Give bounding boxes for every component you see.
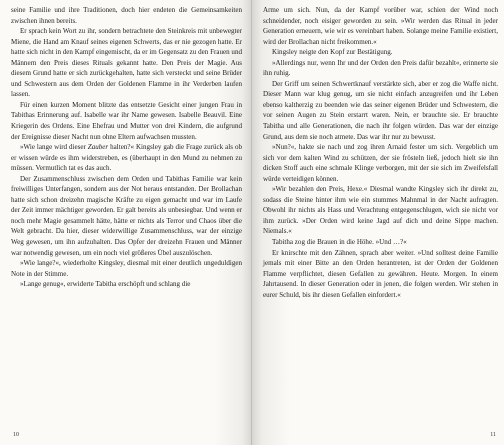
- paragraph: »Nun?«, hakte sie nach und zog ihren Arnaid fester um sich. Vergeblich um sich vor dem kalten Wind zu schützen, der sie frösteln ließ, jedoch hielt sie ihn dicken Stoff auch eine schmale Klinge verborgen, mit der sie sich im Zweifelsfall würde verteidigen können.: [263, 143, 498, 183]
- paragraph: Für einen kurzen Moment blitzte das entsetzte Gesicht einer jungen Frau in Tabithas Erinnerung auf. Isabelle war ihr Name gewesen. Isabelle Beauvil. Eine Kriegerin des Ordens. Eine Ehefrau und Mutter von drei Kindern, die aufgrund der Ereignisse dieser Nacht nun ohne Eltern aufwachsen mussten.: [11, 100, 242, 141]
- paragraph: Kingsley neigte den Kopf zur Bestätigung.: [272, 48, 393, 57]
- page-number: 11: [490, 432, 496, 438]
- paragraph: »Allerdings nur, wenn Ihr und der Orden den Preis dafür bezahlt«, erinnerte sie ihn ruhig.: [263, 58, 498, 78]
- paragraph: Der Zusammenschluss zwischen dem Orden und Tabithas Familie war kein freiwilliges Unterfangen, sondern aus der Not heraus entstanden. Der Brollachan hatte sich schon dreizehn magische Kräfte zu eigen gemacht und war im Laufe der Zeit immer mächtiger geworden. Er galt bereits als unbesiegbar. Und wenn er noch mehr Magie gesammelt hätte, hätte er nichts als Terror und Chaos über die Welt gebracht. Da hier, dieser widerwillige Zusammenschluss, war der einzige Weg gewesen, um ihn aufzuhalten. Das Opfer der dreizehn Frauen und Männer war notwendig gewesen, um ein noch viel größeres Übel auszulöschen.: [11, 174, 242, 257]
- paragraph: »Wir bezahlen den Preis, Hexe.« Diesmal wandte Kingsley sich ihr direkt zu, sodass die Steine hinter ihm wie ein stummes Mahnmal in der Nacht aufragten. Obwohl ihr nichts als Hass und Verachtung entgegenschlugen, wich sie nicht vor ihm zurück. »Der Orden wird keine Jagd auf dich und deine Sippe machen. Niemals.«: [263, 185, 498, 236]
- paragraph: »Lange genug«, erwiderte Tabitha erschöpft und schlang die: [20, 280, 191, 289]
- paragraph: Arme um sich. Nun, da der Kampf vorüber war, schien der Wind noch schneidender, noch eisiger geworden zu sein. »Wir werden das Ritual in jeder Generation erneuern, wie wir es vereinbart haben. Solange meine Familie existiert, wird der Brollachan nicht freikommen.«: [263, 6, 498, 46]
- paragraph: Er sprach kein Wort zu ihr, sondern betrachtete den Steinkreis mit unbewegter Miene, die Hand am Knauf seines eigenen Schwerts, das er nie gezogen hatte. Er hatte sich nicht in den Kampf eingemischt, da er im Gegensatz zu den Frauen und Männern den Preis dieses Rituals gekannt hatte. Den Preis der Magie. Aus diesem Grund hatte er sich zurückgehalten, hatte sich versteckt und seine Brüder und Schwestern aus dem Orden der Goldenen Flamme in ihr Verderben laufen lassen.: [11, 27, 242, 99]
- paragraph: Der Griff um seinen Schwertknauf verstärkte sich, aber er zog die Waffe nicht. Dieser Mann war klug genug, um sie nicht einfach anzugreifen und ihr Leben ebenso kaltherzig zu beenden wie das seiner eigenen Brüder und Schwestern, die vor seinen Augen zu Stein erstarrt waren. Nein, er brauchte sie. Er brauchte Tabitha und alle Generationen, die nach ihr folgen würden. Das war der einzige Grund, aus dem sie noch atmete. Das war ihr nur zu bewusst.: [263, 79, 498, 141]
- paragraph: »Wie lange wird dieser Zauber halten?« Kingsley gab die Frage zurück als ob er wissen würde es ihm widerstreben, es (überhaupt in den Mund zu nehmen zu müssen. Vermutlich tat es das auch.: [11, 143, 242, 173]
- paragraph: seine Familie und ihre Traditionen, doch hier endeten die Gemeinsamkeiten zwischen ihnen bereits.: [11, 6, 242, 25]
- page-number: 10: [13, 432, 19, 438]
- paragraph: Tabitha zog die Brauen in die Höhe. »Und …?«: [272, 238, 407, 247]
- right-page-text: [263, 5, 498, 300]
- left-page-text: [11, 5, 242, 290]
- paragraph: »Wie lange?«, wiederholte Kingsley, diesmal mit einer deutlich ungeduldigen Note in der Stimme.: [11, 259, 242, 278]
- paragraph: Er knirschte mit den Zähnen, sprach aber weiter. »Und solltest deine Familie jemals mit einer Bitte an den Orden herantreten, ist der Orden der Goldenen Flamme verpflichtet, diesen Gefallen zu gewähren. Heute. Morgen. In einem Jahrtausend. In dieser Generation oder in jenen, die folgen werden. Wir stehen in eurer Schuld, bis ihr diesen Gefallen einfordert.«: [263, 248, 498, 299]
- right-page: [252, 0, 504, 445]
